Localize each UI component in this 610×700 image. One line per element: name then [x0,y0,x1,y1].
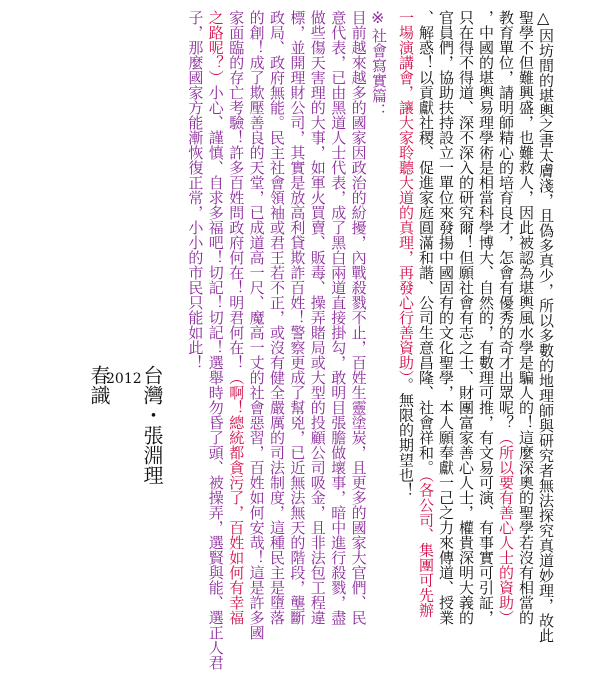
text-column [187,10,204,370]
text-run: 因坊間的堪輿之書太膚淺，且偽多真少，所以多數的地理師與研究者無法探究真道妙理，故此 [537,28,555,643]
text-run: 做些傷天害理的大事，如軍火買賣、販毒、操弄賭局或大型的投顧公司吸金，且非法包工程違 [308,10,327,625]
text-run: （所以要有善心人士的資助） [497,430,515,625]
text-run: 小心、謹慎、自求多福吧！切記！切記！選舉時勿昏了頭、被操弄，選賢與能、選正人君 [206,85,225,670]
text-run: 之路呢？） [206,10,225,85]
text-column [289,10,306,625]
signature [87,365,164,485]
text-column [398,10,415,498]
text-column [418,10,435,618]
signature-year: 2012 [106,371,142,387]
text-run: 、解惑！以貢獻社稷、促進家庭圓滿和諧、公司生意昌隆、社會祥和。 [417,10,435,475]
text-column [438,10,455,625]
text-run: 標，並開理財公司，其實是放高利貸欺詐百姓！警察更成了幫兇，已近無法無天的階段，壟斷 [288,10,307,625]
text-column [351,10,368,625]
text-run: 教育單位，請明師精心的培育良才，怎會有優秀的奇才出眾呢？ [497,10,515,430]
text-run: 政局、政府無能。民主社會領袖或君王若不正，或沒有健全嚴厲的司法制度，這種民主是墮落 [268,10,286,625]
text-column [518,10,535,625]
text-run: 目前越來越多的國家因政治的紛擾，內戰殺戮不止，百姓生靈塗炭，且更多的國家大官們、民 [349,10,368,625]
text-column [478,10,495,625]
text-run: ，中國的堪輿易理學術是相當科學博大、自然的，有數理可推，有文易可演、有事實可引証， [477,10,495,625]
text-run: 一場演講會，讓大家聆聽大道的真理，再發心行善資助） [397,10,415,378]
text-run: 的創！成了欺壓善良的天堂，已成道高一尺、魔高一丈的社會惡習，百姓如何安哉！這是許多國 [247,10,266,640]
text-column [498,10,515,625]
text-run: 社會寫實篇： [370,28,388,118]
text-column [310,10,327,625]
text-run: 意代表，已由黑道人士代表，成了黑白兩道直接掛勾，敢明目張膽做壞事，暗中進行殺戮，盡 [329,10,348,625]
signature-place: 台灣 [140,365,164,405]
triangle-mark: △ [537,8,550,27]
text-column [208,10,225,670]
text-column [538,28,555,643]
signature-suffix: 春識 [87,365,111,405]
text-run: （啊！總統都貪污了，百姓如何有幸福 [227,370,246,625]
text-run: 聖學不但難興盛，也難救人，因此被認為堪輿風水學是騙人的！這麼深奧的聖學若沒有相當的 [517,10,535,625]
text-column [249,10,266,640]
text-column [458,10,475,625]
signature-dot: ・ [140,405,164,425]
text-column [330,10,347,625]
reference-mark: ※ [371,8,385,27]
text-column [371,28,388,118]
text-run: 。無限的期望也！ [397,377,415,498]
text-run: 只在得不得道、深不深入的研究爾！但願社會有志之士、財團富家善心人士，權貴深明大義的 [457,10,475,625]
text-run: 家面臨的存亡考驗！許多百姓問政府何在！明君何在！ [227,10,246,370]
text-run: 子，那麼國家方能漸恢復正常，小小的市民只能如此！ [186,10,205,370]
text-column [228,10,245,625]
text-run: 官員們，協助扶持設立一單位來發揚中國固有的文化聖學，本人願奉獻一己之力來傳道、授業 [437,10,455,625]
text-column [269,10,286,625]
signature-name: 張淵理 [140,425,164,485]
text-run: （各公司、集團可先辦 [417,475,435,618]
